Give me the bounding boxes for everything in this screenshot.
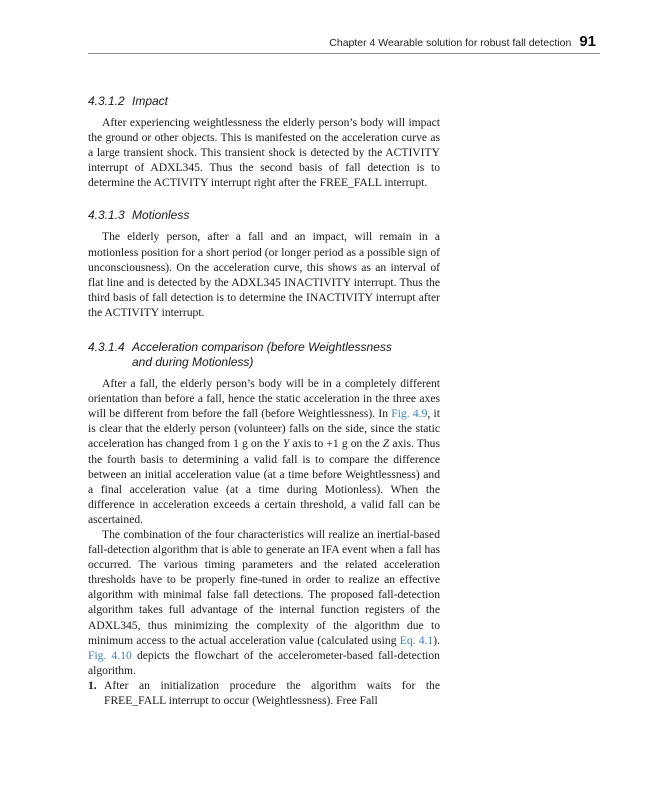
chapter-title: Chapter 4 Wearable solution for robust fall detection — [329, 37, 572, 49]
text-run: The combination of the four characteristics will realize an inertial-based fall-detection algorithm that is able to generate an IFA event when a fall has occurred. The various timing parameters and the related acceleration thresholds have to be properly fine-tuned in order to realize an effective algorithm with minimal false fall detections. The proposed fall-detection algorithm takes full advantage of the internal function registers of the ADXL345, thus minimizing the complexity of the algorithm due to minimum access to the actual acceleration value (calculated using — [88, 527, 440, 647]
text-run: After a fall, the elderly person’s body will be in a completely different orientation than before a fall, hence the static acceleration in the three axes will be different from before the fall (before Weightlessness). In — [88, 377, 440, 421]
section-title-line1: Acceleration comparison (before Weightlessness — [132, 340, 392, 355]
section-title — [132, 340, 440, 370]
axis-label: Y — [282, 437, 290, 451]
text-run: axis. Thus the fourth basis to determining a valid fall is to compare the difference between an initial acceleration value (at a time before Weightlessness) and a final acceleration value (at a time during Motionless). When the difference in acceleration exceeds a certain threshold, a valid fall can be ascertained. — [88, 437, 440, 526]
section-number: 4.3.1.4 — [88, 340, 125, 355]
figure-link[interactable]: Fig. 4.10 — [88, 648, 132, 662]
section-heading-impact — [88, 94, 440, 109]
section-number: 4.3.1.3 — [88, 208, 125, 223]
body-text — [88, 94, 440, 708]
text-run: ). — [433, 633, 441, 647]
paragraph-algorithm — [88, 527, 440, 678]
list-item-text: After an initialization procedure the algorithm waits for the FREE_FALL interrupt to occur (Weightlessness). Free Fall — [104, 678, 440, 707]
header-rule — [88, 53, 600, 54]
equation-link[interactable]: Eq. 4.1 — [399, 633, 434, 647]
section-heading-acceleration-comparison — [88, 340, 440, 370]
section-title: Motionless — [132, 208, 190, 223]
page-number: 91 — [579, 33, 596, 50]
list-marker: 1. — [88, 678, 97, 692]
text-run: , it is clear that the elderly person (volunteer) falls on the side, since the static acceleration has changed from 1 g on the — [88, 407, 440, 451]
axis-label: Z — [382, 437, 390, 451]
text-run: axis to +1 g on the — [289, 437, 383, 451]
paragraph-impact: After experiencing weightlessness the elderly person’s body will impact the ground or other objects. This is manifested on the acceleration curve as a large transient shock. This transient shock is detected by the ACTIVITY interrupt of ADXL345. Thus the second basis of fall detection is to determine the ACTIVITY interrupt right after the FREE_FALL interrupt. — [88, 116, 440, 190]
section-title: Impact — [132, 94, 169, 108]
figure-link[interactable]: Fig. 4.9 — [391, 407, 428, 421]
section-number: 4.3.1.2 — [88, 94, 125, 108]
paragraph-motionless: The elderly person, after a fall and an impact, will remain in a motionless position for a short period (or longer period as a possible sign of unconsciousness). On the acceleration curve, this shows as an interval of flat line and is detected by the ADXL345 INACTIVITY interrupt. Thus the third basis of fall detection is to determine the INACTIVITY interrupt after the ACTIVITY interrupt. — [88, 230, 440, 319]
section-heading-motionless — [88, 208, 440, 223]
paragraph-orientation — [88, 376, 440, 527]
section-title-line2: and during Motionless) — [132, 355, 254, 370]
running-header — [88, 33, 596, 55]
text-run: depicts the flowchart of the accelerometer-based fall-detection algorithm. — [88, 648, 440, 677]
list-item — [88, 678, 440, 708]
